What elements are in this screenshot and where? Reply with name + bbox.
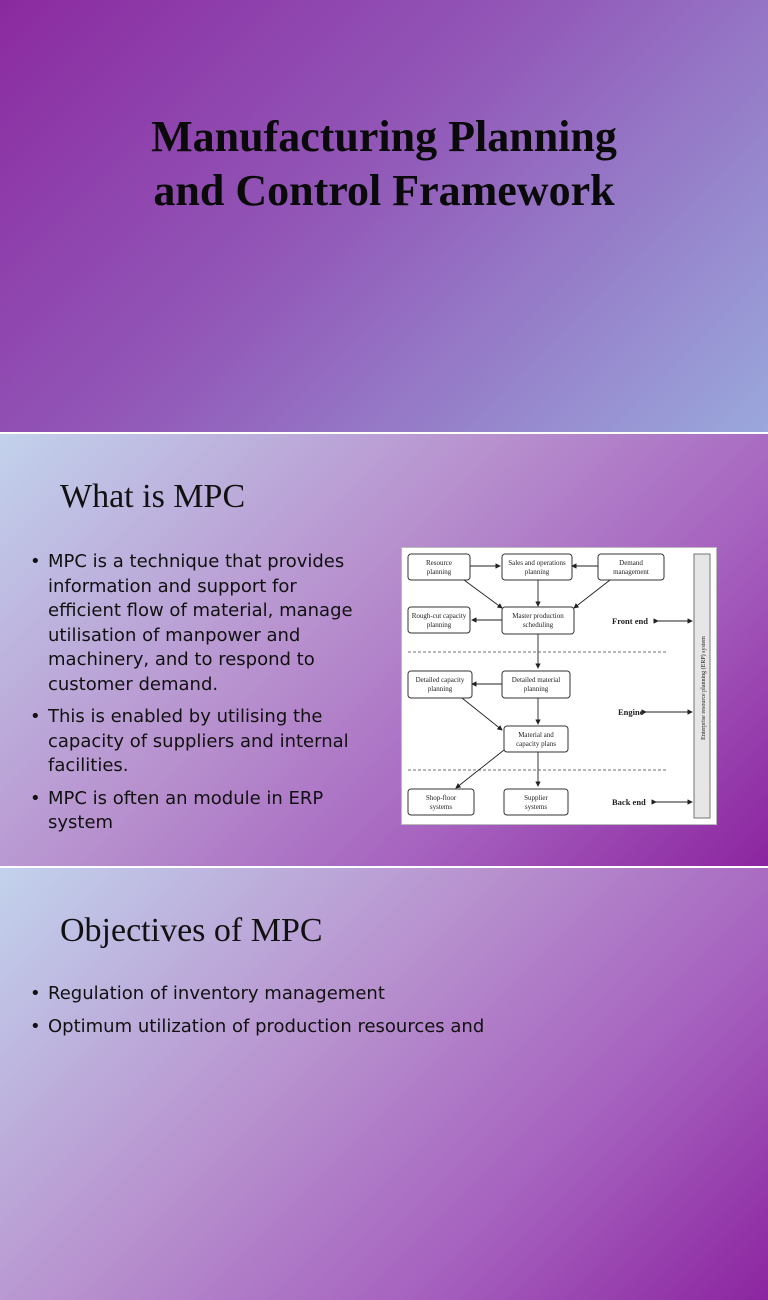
- title-line-1: Manufacturing Planning: [151, 112, 617, 161]
- bullet-item: • MPC is often an module in ERP system: [30, 787, 360, 836]
- bullet-item: • Optimum utilization of production resources and: [30, 1015, 730, 1040]
- box-rough-cut-capacity-planning: [408, 607, 470, 633]
- box-supplier-systems: [504, 789, 568, 815]
- svg-text:planning: planning: [523, 685, 549, 693]
- box-demand-management: [598, 554, 664, 580]
- label-back-end: Back end: [612, 797, 646, 807]
- bullet-list: [30, 550, 360, 844]
- title-slide: [0, 0, 768, 432]
- what-is-mpc-slide: [0, 434, 768, 866]
- label-front-end: Front end: [612, 616, 648, 626]
- bullet-list: [30, 982, 730, 1047]
- bullet-item: • MPC is a technique that provides information and support for efficient flow of material, manage utilisation of manpower and machinery, and to respond to customer demand.: [30, 550, 360, 697]
- label-engine: Engine: [618, 707, 644, 717]
- svg-text:management: management: [613, 568, 649, 576]
- svg-text:systems: systems: [524, 803, 548, 811]
- svg-text:systems: systems: [429, 803, 453, 811]
- arrow: [574, 580, 610, 608]
- svg-text:planning: planning: [524, 568, 550, 576]
- erp-side-bar-label: Enterprise resource planning (ERP) system: [701, 636, 707, 740]
- svg-text:planning: planning: [426, 621, 452, 629]
- box-detailed-capacity-planning: [408, 671, 472, 698]
- svg-text:Supplier: Supplier: [524, 794, 548, 802]
- svg-text:planning: planning: [427, 685, 453, 693]
- svg-text:Demand: Demand: [619, 559, 643, 567]
- svg-text:capacity plans: capacity plans: [516, 740, 556, 748]
- slide-heading: Objectives of MPC: [60, 912, 323, 949]
- presentation-title: [84, 110, 684, 218]
- svg-text:Resource: Resource: [425, 559, 453, 567]
- arrow: [464, 580, 502, 608]
- mpc-framework-diagram: [401, 547, 717, 825]
- svg-text:Shop-floor: Shop-floor: [425, 794, 457, 802]
- svg-text:Material and: Material and: [518, 731, 554, 739]
- svg-text:Master production: Master production: [512, 612, 564, 620]
- svg-text:Detailed capacity: Detailed capacity: [415, 676, 465, 684]
- title-line-2: and Control Framework: [153, 166, 615, 215]
- arrow: [456, 750, 504, 788]
- svg-text:Detailed material: Detailed material: [511, 676, 561, 684]
- objectives-of-mpc-slide: [0, 868, 768, 1300]
- arrow: [462, 698, 502, 730]
- bullet-item: • This is enabled by utilising the capacity of suppliers and internal facilities.: [30, 705, 360, 779]
- slide-heading: What is MPC: [60, 478, 246, 515]
- svg-text:scheduling: scheduling: [522, 621, 554, 629]
- box-detailed-material-planning: [502, 671, 570, 698]
- box-master-production-scheduling: [502, 607, 574, 634]
- svg-text:Sales and operations: Sales and operations: [508, 559, 566, 567]
- box-resource-planning: [408, 554, 470, 580]
- box-sales-operations-planning: [502, 554, 572, 580]
- box-shop-floor-systems: [408, 789, 474, 815]
- svg-text:Rough-cut capacity: Rough-cut capacity: [411, 612, 467, 620]
- bullet-item: • Regulation of inventory management: [30, 982, 730, 1007]
- box-material-capacity-plans: [504, 726, 568, 752]
- svg-text:planning: planning: [426, 568, 452, 576]
